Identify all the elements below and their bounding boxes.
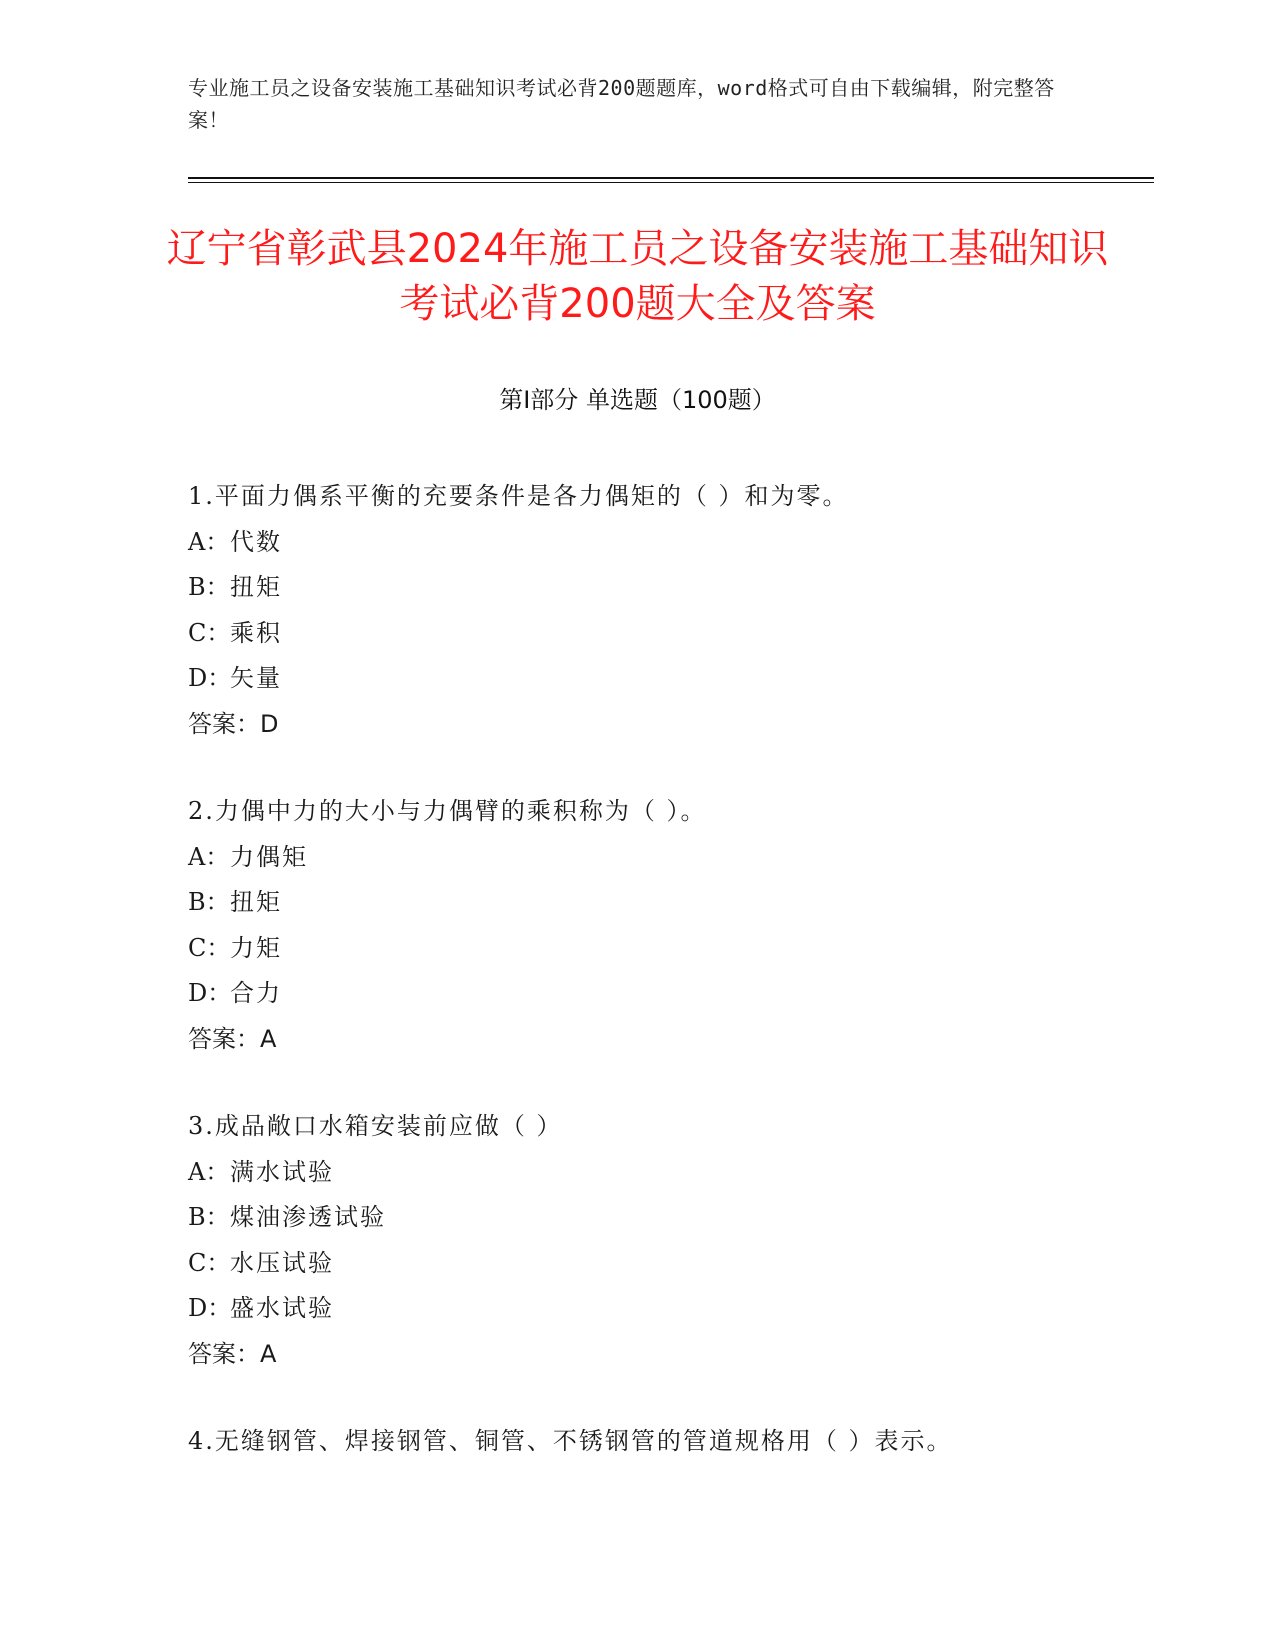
- option-c: [188, 926, 1148, 972]
- option-letter: B：: [188, 1203, 230, 1231]
- option-text: 合力: [230, 979, 282, 1007]
- option-a: [188, 835, 1148, 881]
- question-1: [188, 474, 1148, 747]
- option-b: [188, 1195, 1148, 1241]
- option-letter: C：: [188, 1248, 231, 1277]
- answer: 答案：D: [188, 709, 279, 738]
- option-text: 扭矩: [230, 888, 282, 916]
- option-c: [188, 611, 1148, 657]
- option-letter: D：: [188, 664, 232, 692]
- question-stem: 4.无缝钢管、焊接钢管、铜管、不锈钢管的管道规格用（ ）表示。: [188, 1427, 953, 1455]
- question-3: [188, 1104, 1148, 1377]
- answer: 答案：A: [188, 1024, 277, 1053]
- option-d: [188, 656, 1148, 702]
- question-stem: 1.平面力偶系平衡的充要条件是各力偶矩的（ ）和为零。: [188, 482, 849, 510]
- option-text: 力矩: [230, 933, 282, 962]
- document-title: 辽宁省彰武县2024年施工员之设备安装施工基础知识考试必背200题大全及答案: [166, 226, 1109, 327]
- option-text: 力偶矩: [230, 842, 308, 871]
- option-letter: C：: [188, 933, 231, 962]
- option-letter: D：: [188, 1294, 232, 1322]
- section-heading: 第Ⅰ部分 单选题（100题）: [499, 386, 776, 414]
- option-b: [188, 880, 1148, 926]
- question-stem: 3.成品敞口水箱安装前应做（ ）: [188, 1112, 563, 1140]
- question-stem: 2.力偶中力的大小与力偶臂的乘积称为（ ）。: [188, 797, 707, 825]
- option-text: 矢量: [230, 664, 282, 692]
- option-text: 盛水试验: [230, 1294, 334, 1322]
- header-rule-thick: [188, 177, 1154, 179]
- option-a: [188, 1150, 1148, 1196]
- option-letter: B：: [188, 573, 230, 601]
- option-d: [188, 1286, 1148, 1332]
- answer: 答案：A: [188, 1339, 277, 1368]
- question-4: [188, 1419, 1148, 1465]
- question-2: [188, 789, 1148, 1062]
- header-note: 专业施工员之设备安装施工基础知识考试必背200题题库，word格式可自由下载编辑，附完整答案！: [188, 76, 1055, 132]
- option-d: [188, 971, 1148, 1017]
- option-letter: C：: [188, 618, 231, 647]
- option-text: 乘积: [230, 618, 282, 647]
- option-b: [188, 565, 1148, 611]
- option-letter: B：: [188, 888, 230, 916]
- question-list: [188, 474, 1148, 1507]
- option-letter: A：: [188, 1157, 230, 1186]
- header-rule-thin: [188, 182, 1154, 183]
- option-letter: A：: [188, 842, 230, 871]
- option-text: 煤油渗透试验: [230, 1203, 386, 1231]
- option-a: [188, 520, 1148, 566]
- option-text: 水压试验: [230, 1248, 334, 1277]
- option-text: 满水试验: [230, 1157, 334, 1186]
- option-letter: A：: [188, 527, 230, 556]
- option-text: 扭矩: [230, 573, 282, 601]
- option-c: [188, 1241, 1148, 1287]
- option-letter: D：: [188, 979, 232, 1007]
- option-text: 代数: [230, 527, 282, 556]
